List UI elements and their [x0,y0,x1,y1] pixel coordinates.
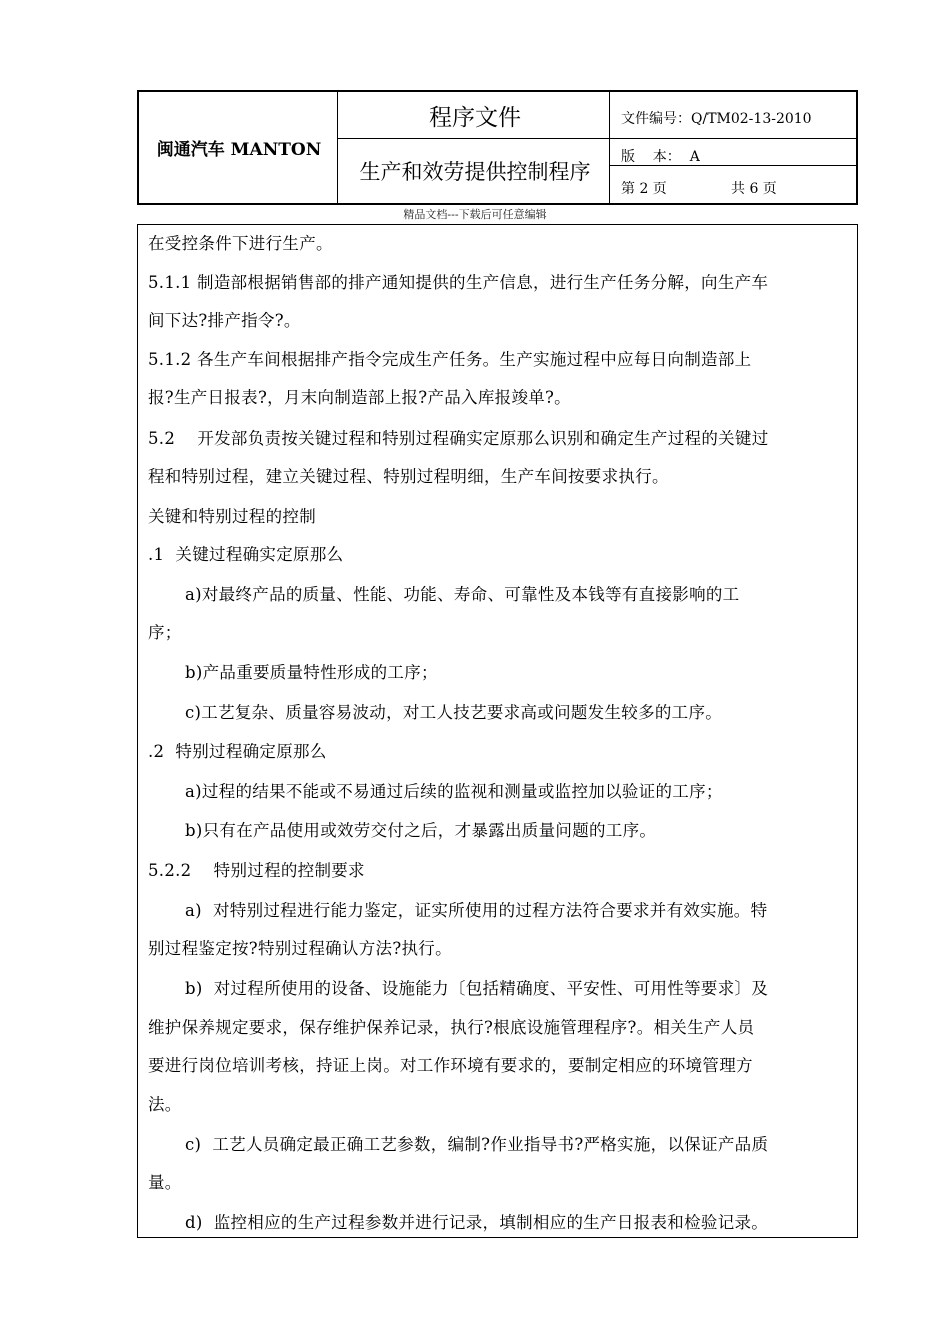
header-divider [609,138,856,139]
body-line: 别过程鉴定按?特别过程确认方法?执行。 [148,939,452,958]
body-line: 在受控条件下进行生产。 [148,234,333,253]
body-line: b)产品重要质量特性形成的工序； [185,663,438,682]
body-line: b)只有在产品使用或效劳交付之后，才暴露出质量问题的工序。 [185,821,657,840]
body-line: c)工艺复杂、质量容易波动，对工人技艺要求高或问题发生较多的工序。 [185,703,723,722]
procedure-title: 生产和效劳提供控制程序 [359,159,591,184]
document-type: 程序文件 [429,104,521,131]
body-line: c) 工艺人员确定最正确工艺参数，编制?作业指导书?严格实施，以保证产品质 [185,1135,769,1154]
body-line: a)对最终产品的质量、性能、功能、寿命、可靠性及本钱等有直接影响的工 [185,585,740,604]
body-line: 5.2.2 特别过程的控制要求 [148,861,365,880]
body-line: 要进行岗位培训考核，持证上岗。对工作环境有要求的，要制定相应的环境管理方 [148,1056,753,1075]
body-line: 5.2 开发部负责按关键过程和特别过程确实定原那么识别和确定生产过程的关键过 [148,429,769,448]
body-line: a)过程的结果不能或不易通过后续的监视和测量或监控加以验证的工序； [185,782,723,801]
body-line: 法。 [148,1095,182,1114]
body-line: d) 监控相应的生产过程参数并进行记录，填制相应的生产日报表和检验记录。 [185,1213,769,1232]
document-header-table [137,90,858,205]
header-divider [337,138,609,139]
body-line: 间下达?排产指令?。 [148,311,301,330]
body-line: .2 特别过程确定原那么 [148,742,327,761]
document-version: 版 本： A [621,149,700,165]
body-line: 程和特别过程，建立关键过程、特别过程明细，生产车间按要求执行。 [148,467,669,486]
page-number: 第 2 页 [621,181,667,197]
watermark-text: 精品文档---下载后可任意编辑 [403,208,547,221]
body-line: 5.1.2 各生产车间根据排产指令完成生产任务。生产实施过程中应每日向制造部上 [148,350,752,369]
body-line: 关键和特别过程的控制 [148,507,316,526]
body-line: 序； [148,623,182,642]
body-line: .1 关键过程确实定原那么 [148,545,344,564]
body-line: 量。 [148,1173,182,1192]
company-name: 闽通汽车 MANTON [156,140,322,160]
document-body [137,224,858,1238]
document-code: 文件编号：Q/TM02-13-2010 [621,111,812,127]
body-line: b) 对过程所使用的设备、设施能力〔包括精确度、平安性、可用性等要求〕及 [185,979,769,998]
total-pages: 共 6 页 [731,181,777,197]
body-line: a) 对特别过程进行能力鉴定，证实所使用的过程方法符合要求并有效实施。特 [185,901,768,920]
body-line: 维护保养规定要求，保存维护保养记录，执行?根底设施管理程序?。相关生产人员 [148,1018,755,1037]
body-line: 报?生产日报表?，月末向制造部上报?产品入库报竣单?。 [148,388,571,407]
body-line: 5.1.1 制造部根据销售部的排产通知提供的生产信息，进行生产任务分解，向生产车 [148,273,769,292]
